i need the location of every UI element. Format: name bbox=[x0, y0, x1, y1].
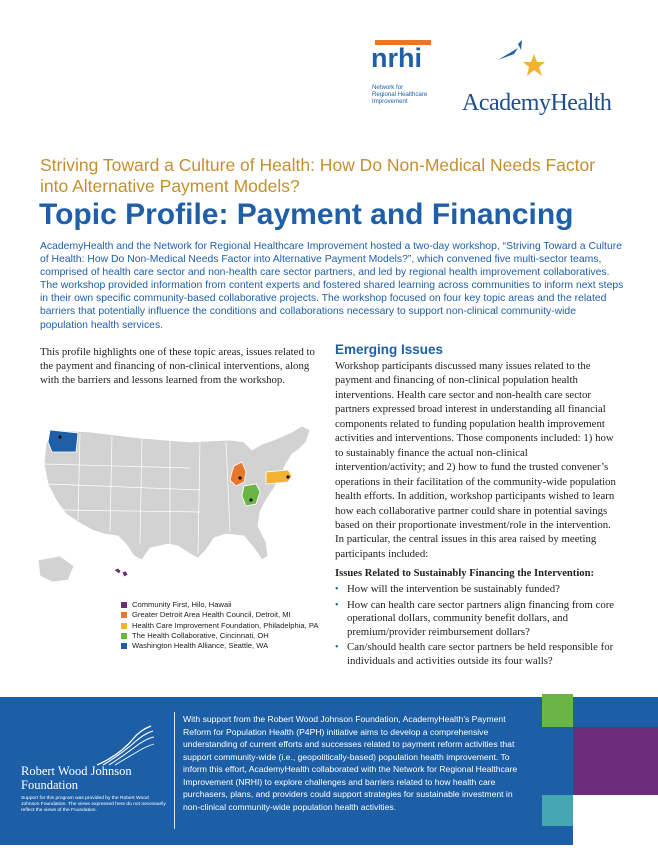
city-marker-icon bbox=[286, 475, 289, 478]
bullet-icon: • bbox=[335, 584, 339, 595]
list-item: • How can health care sector partners align financing from core operational dollars, community benefit dollars, and premium/provider reimbursement dollars? bbox=[335, 598, 615, 638]
emerging-issues-body: Workshop participants discussed many issues related to the payment and financing of non-clinical population health interventions. Health care sector and non-health care sector partners expressed broad interest in understanding all financial components related to funding population health improvement activities and interventions. Those components included: 1) how to sustainably finance the actual non-clinical intervention/activity; and 2) how to fund the trusted convener’s operations in their facilitation of the community-wide population health efforts. In addition, workshop participants wished to learn how each collaborative partner could share in potential savings based on their proportionate investment/role in the intervention. In particular, the central issues in this area raised by meeting participants included: bbox=[335, 360, 616, 560]
city-marker-icon bbox=[58, 435, 61, 438]
bullet-icon: • bbox=[335, 642, 339, 654]
legend-swatch bbox=[121, 623, 127, 629]
profile-summary: This profile highlights one of these topic areas, issues related to the payment and financing of non-clinical interventions, along with the barriers and lessons learned from the workshop. bbox=[40, 346, 315, 386]
us-map-states bbox=[38, 426, 310, 582]
legend-swatch bbox=[121, 643, 127, 649]
decorative-teal-square bbox=[542, 795, 573, 826]
us-map bbox=[30, 420, 330, 600]
rwjf-name: Robert Wood Johnson Foundation bbox=[21, 764, 132, 792]
academyhealth-logo bbox=[462, 40, 612, 115]
us-map-outline bbox=[44, 426, 310, 560]
decorative-green-square bbox=[542, 694, 573, 727]
academyhealth-wordmark: AcademyHealth bbox=[462, 90, 612, 116]
city-marker-icon bbox=[249, 498, 252, 501]
nrhi-wordmark: nrhi bbox=[371, 43, 422, 73]
decorative-purple-square bbox=[573, 727, 658, 795]
legend-item: Washington Health Alliance, Seattle, WA bbox=[121, 641, 331, 651]
rwjf-disclaimer: Support for this program was provided by the Robert Wood Johnson Foundation. The views expressed here do not necessarily reflect the views of the Foundation. bbox=[21, 796, 166, 814]
issues-list bbox=[335, 583, 625, 671]
legend-item: Greater Detroit Area Health Council, Detroit, MI bbox=[121, 610, 331, 620]
map-legend bbox=[121, 600, 331, 651]
footer-divider bbox=[174, 712, 175, 829]
city-marker-icon bbox=[238, 476, 241, 479]
intro-paragraph: AcademyHealth and the Network for Regional Healthcare Improvement hosted a two-day workshop, “Striving Toward a Culture of Health: How Do Non-Medical Needs Factor into Alternative Payment Models?”, which convened five multi-sector teams, comprised of health care sector and non-health care sector partners, and led by regional health improvement collaboratives. The workshop provided information from content experts and fostered shared learning across communities to inform next steps in their own specific community-based collaborative projects. The workshop focused on four key topic areas and the related barriers that potentially influence the conditions and collaborations necessary to support non-clinical community-wide population health services. bbox=[40, 241, 624, 331]
nrhi-logo bbox=[366, 40, 446, 105]
page-subtitle: Striving Toward a Culture of Health: How Do Non-Medical Needs Factor into Alternative Payment Models? bbox=[40, 155, 596, 196]
list-item: • How will the intervention be sustainably funded? bbox=[335, 583, 560, 595]
legend-item: Community First, Hilo, Hawaii bbox=[121, 600, 331, 610]
academyhealth-star-icon bbox=[496, 40, 546, 80]
decorative-white-square bbox=[573, 795, 658, 845]
hawaii-shape bbox=[114, 568, 128, 577]
list-item: • Can/should health care sector partners be held responsible for individuals and activities outside its four walls? bbox=[335, 641, 614, 667]
legend-item: The Health Collaborative, Cincinnati, OH bbox=[121, 631, 331, 641]
issues-heading: Issues Related to Sustainably Financing the Intervention: bbox=[335, 568, 594, 579]
bullet-icon: • bbox=[335, 599, 339, 611]
rwjf-wing-icon bbox=[93, 725, 155, 767]
legend-swatch bbox=[121, 633, 127, 639]
legend-item: Health Care Improvement Foundation, Philadelphia, PA bbox=[121, 621, 331, 631]
footer-text: With support from the Robert Wood Johnson Foundation, AcademyHealth’s Payment Reform for Population Health (P4PH) initiative aims to develop a comprehensive understanding of current efforts and successes related to payment reform activities that support community-wide (i.e., geopolitically-based) population health improvement. To inform this effort, AcademyHealth collaborated with the Network for Regional Healthcare Improvement (NRHI) to explore challenges and barriers related to how health care purchasers, plans, and providers could support strategies for sustainable investment in non-clinical community-wide population health activities. bbox=[183, 714, 518, 812]
legend-swatch bbox=[121, 602, 127, 608]
washington-shape bbox=[48, 430, 78, 452]
emerging-issues-heading: Emerging Issues bbox=[335, 342, 444, 357]
nrhi-tagline: Network for Regional Healthcare Improvement bbox=[372, 84, 428, 105]
legend-swatch bbox=[121, 612, 127, 618]
alaska-shape bbox=[38, 556, 74, 582]
page-title: Topic Profile: Payment and Financing bbox=[39, 198, 574, 231]
